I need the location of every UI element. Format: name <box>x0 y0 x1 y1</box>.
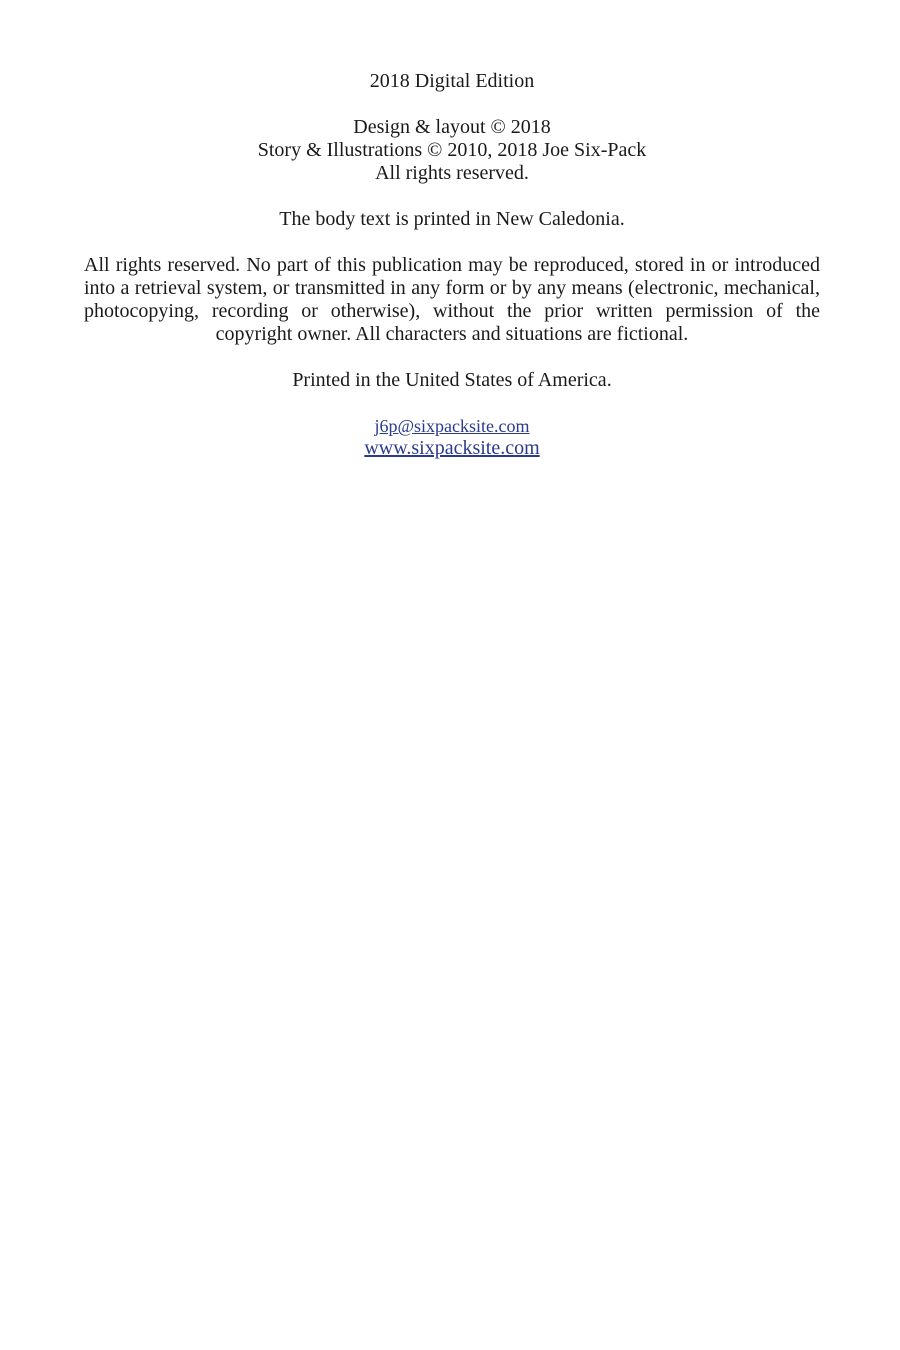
edition-text: 2018 Digital Edition <box>369 70 535 92</box>
typeface-note <box>84 208 820 231</box>
email-link[interactable]: j6p@sixpacksite.com <box>374 416 530 436</box>
website-link[interactable]: www.sixpacksite.com <box>364 437 540 459</box>
copyright-notice <box>84 116 820 185</box>
copyright-block <box>84 70 820 459</box>
design-copyright-line: Design & layout © 2018 <box>353 116 551 138</box>
printed-in-text: Printed in the United States of America. <box>292 369 612 391</box>
rights-reserved-line: All rights reserved. <box>375 162 529 184</box>
story-copyright-line: Story & Illustrations © 2010, 2018 Joe Six-Pack <box>257 139 647 161</box>
printed-in-line <box>84 369 820 392</box>
edition-line <box>84 70 820 93</box>
contact-links <box>84 415 820 459</box>
legal-notice: All rights reserved. No part of this publication may be reproduced, stored in or introduced into a retrieval system, or transmitted in any form or by any means (electronic, mechanical, photocopying, recording or otherwise), without the prior written permission of the copyright owner. All characters and situations are fictional. <box>84 254 820 345</box>
typeface-note-text: The body text is printed in New Caledonia. <box>279 208 625 230</box>
